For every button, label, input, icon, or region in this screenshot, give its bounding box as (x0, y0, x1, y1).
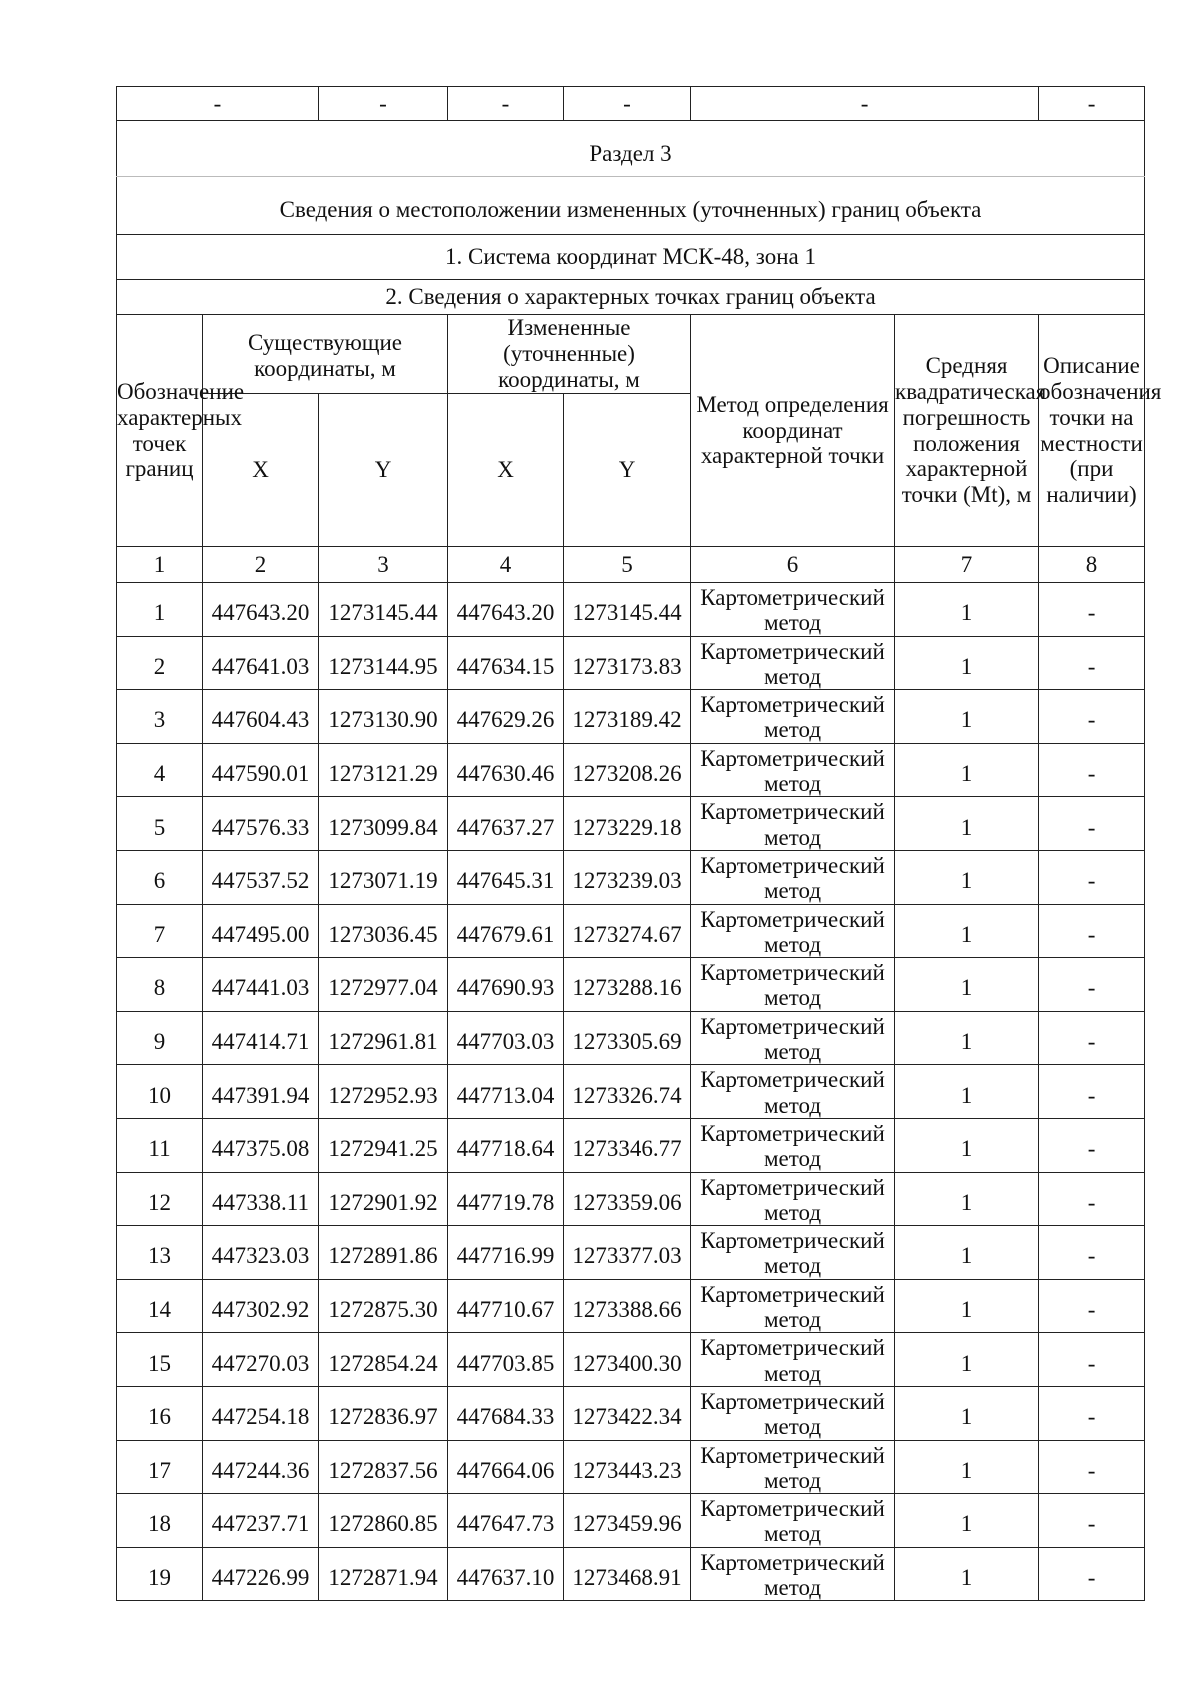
method-cell: Картометрический метод (691, 958, 895, 1012)
method-cell: Картометрический метод (691, 583, 895, 637)
changed-x-cell: 447643.20 (448, 583, 564, 637)
method-cell: Картометрический метод (691, 1333, 895, 1387)
changed-y-cell: 1273239.03 (564, 850, 691, 904)
point-number-cell: 14 (117, 1279, 203, 1333)
rmse-cell: 1 (895, 1172, 1039, 1226)
method-cell: Картометрический метод (691, 690, 895, 744)
method-cell: Картометрический метод (691, 743, 895, 797)
rmse-cell: 1 (895, 583, 1039, 637)
method-cell: Картометрический метод (691, 1226, 895, 1280)
method-cell: Картометрический метод (691, 797, 895, 851)
point-number-cell: 12 (117, 1172, 203, 1226)
method-cell: Картометрический метод (691, 1011, 895, 1065)
changed-x-cell: 447664.06 (448, 1440, 564, 1494)
changed-x-cell: 447645.31 (448, 850, 564, 904)
existing-x-cell: 447537.52 (203, 850, 319, 904)
top-dash-row (117, 87, 1145, 121)
top-dash-cell: - (448, 87, 564, 121)
existing-y-cell: 1272891.86 (319, 1226, 448, 1280)
method-cell: Картометрический метод (691, 904, 895, 958)
existing-x-cell: 447641.03 (203, 636, 319, 690)
description-cell: - (1039, 1118, 1145, 1172)
changed-y-cell: 1273443.23 (564, 1440, 691, 1494)
existing-x-cell: 447270.03 (203, 1333, 319, 1387)
rmse-cell: 1 (895, 743, 1039, 797)
column-number: 6 (691, 547, 895, 583)
rmse-cell: 1 (895, 690, 1039, 744)
rmse-cell: 1 (895, 797, 1039, 851)
existing-x-cell: 447302.92 (203, 1279, 319, 1333)
existing-y-cell: 1272901.92 (319, 1172, 448, 1226)
method-cell: Картометрический метод (691, 1118, 895, 1172)
changed-x-cell: 447637.27 (448, 797, 564, 851)
top-dash-cell: - (117, 87, 319, 121)
method-cell: Картометрический метод (691, 1279, 895, 1333)
method-cell: Картометрический метод (691, 1172, 895, 1226)
changed-y-cell: 1273189.42 (564, 690, 691, 744)
description-cell: - (1039, 1226, 1145, 1280)
existing-y-cell: 1273145.44 (319, 583, 448, 637)
method-cell: Картометрический метод (691, 1547, 895, 1601)
header-rmse: Средняя квадратическая погрешность положения характерной точки (Mt), м (895, 315, 1039, 547)
method-cell: Картометрический метод (691, 636, 895, 690)
existing-x-cell: 447323.03 (203, 1226, 319, 1280)
point-number-cell: 19 (117, 1547, 203, 1601)
column-number: 5 (564, 547, 691, 583)
boundary-points-table (116, 86, 1162, 1601)
table-row (117, 904, 1145, 958)
existing-y-cell: 1273121.29 (319, 743, 448, 797)
table-row (117, 1172, 1145, 1226)
point-number-cell: 1 (117, 583, 203, 637)
table-row (117, 958, 1145, 1012)
rmse-cell: 1 (895, 1547, 1039, 1601)
existing-x-cell: 447237.71 (203, 1494, 319, 1548)
existing-x-cell: 447391.94 (203, 1065, 319, 1119)
existing-y-cell: 1272961.81 (319, 1011, 448, 1065)
description-cell: - (1039, 797, 1145, 851)
point-number-cell: 5 (117, 797, 203, 851)
method-cell: Картометрический метод (691, 1386, 895, 1440)
existing-y-cell: 1272977.04 (319, 958, 448, 1012)
existing-y-cell: 1273144.95 (319, 636, 448, 690)
rmse-cell: 1 (895, 1226, 1039, 1280)
rmse-cell: 1 (895, 1118, 1039, 1172)
point-number-cell: 6 (117, 850, 203, 904)
header-existing: Существующие координаты, м (203, 315, 448, 394)
table-row (117, 1440, 1145, 1494)
table-row (117, 797, 1145, 851)
table-row (117, 1011, 1145, 1065)
method-cell: Картометрический метод (691, 1065, 895, 1119)
table-row (117, 1226, 1145, 1280)
header-description: Описание обозначения точки на местности (при наличии) (1039, 315, 1145, 547)
description-cell: - (1039, 583, 1145, 637)
header-x-existing: X (203, 394, 319, 547)
rmse-cell: 1 (895, 904, 1039, 958)
coord-system-row (117, 235, 1145, 280)
changed-y-cell: 1273388.66 (564, 1279, 691, 1333)
description-cell: - (1039, 1547, 1145, 1601)
top-dash-cell: - (1039, 87, 1145, 121)
table-row (117, 1333, 1145, 1387)
point-number-cell: 7 (117, 904, 203, 958)
existing-y-cell: 1273130.90 (319, 690, 448, 744)
description-cell: - (1039, 850, 1145, 904)
rmse-cell: 1 (895, 1494, 1039, 1548)
changed-x-cell: 447710.67 (448, 1279, 564, 1333)
column-number: 2 (203, 547, 319, 583)
changed-y-cell: 1273468.91 (564, 1547, 691, 1601)
point-number-cell: 17 (117, 1440, 203, 1494)
changed-y-cell: 1273173.83 (564, 636, 691, 690)
description-cell: - (1039, 904, 1145, 958)
changed-y-cell: 1273377.03 (564, 1226, 691, 1280)
changed-x-cell: 447719.78 (448, 1172, 564, 1226)
existing-y-cell: 1272860.85 (319, 1494, 448, 1548)
existing-y-cell: 1273099.84 (319, 797, 448, 851)
existing-x-cell: 447643.20 (203, 583, 319, 637)
point-number-cell: 10 (117, 1065, 203, 1119)
changed-x-cell: 447713.04 (448, 1065, 564, 1119)
changed-x-cell: 447647.73 (448, 1494, 564, 1548)
table-row (117, 1386, 1145, 1440)
point-number-cell: 4 (117, 743, 203, 797)
existing-y-cell: 1272875.30 (319, 1279, 448, 1333)
points-title: 2. Сведения о характерных точках границ объекта (117, 280, 1145, 315)
description-cell: - (1039, 636, 1145, 690)
existing-x-cell: 447495.00 (203, 904, 319, 958)
table-row (117, 583, 1145, 637)
rmse-cell: 1 (895, 1440, 1039, 1494)
header-changed: Измененные (уточненные) координаты, м (448, 315, 691, 394)
changed-x-cell: 447629.26 (448, 690, 564, 744)
section-subtitle: Сведения о местоположении измененных (уточненных) границ объекта (117, 177, 1145, 235)
changed-x-cell: 447718.64 (448, 1118, 564, 1172)
existing-y-cell: 1272836.97 (319, 1386, 448, 1440)
point-number-cell: 11 (117, 1118, 203, 1172)
table-row (117, 690, 1145, 744)
existing-x-cell: 447590.01 (203, 743, 319, 797)
point-number-cell: 9 (117, 1011, 203, 1065)
changed-y-cell: 1273305.69 (564, 1011, 691, 1065)
table-row (117, 1547, 1145, 1601)
column-number: 8 (1039, 547, 1145, 583)
point-number-cell: 2 (117, 636, 203, 690)
point-number-cell: 13 (117, 1226, 203, 1280)
changed-y-cell: 1273288.16 (564, 958, 691, 1012)
top-dash-cell: - (319, 87, 448, 121)
table-row (117, 850, 1145, 904)
changed-x-cell: 447716.99 (448, 1226, 564, 1280)
existing-x-cell: 447441.03 (203, 958, 319, 1012)
changed-y-cell: 1273208.26 (564, 743, 691, 797)
rmse-cell: 1 (895, 958, 1039, 1012)
header-method: Метод определения координат характерной точки (691, 315, 895, 547)
point-number-cell: 8 (117, 958, 203, 1012)
existing-x-cell: 447338.11 (203, 1172, 319, 1226)
existing-y-cell: 1272837.56 (319, 1440, 448, 1494)
column-number: 3 (319, 547, 448, 583)
header-designation: Обозначение характерных точек границ (117, 315, 203, 547)
section-title-row (117, 121, 1145, 177)
changed-x-cell: 447703.03 (448, 1011, 564, 1065)
existing-x-cell: 447604.43 (203, 690, 319, 744)
changed-x-cell: 447703.85 (448, 1333, 564, 1387)
points-title-row (117, 280, 1145, 315)
header-y-existing: Y (319, 394, 448, 547)
column-number: 1 (117, 547, 203, 583)
table-row (117, 636, 1145, 690)
changed-y-cell: 1273359.06 (564, 1172, 691, 1226)
changed-y-cell: 1273229.18 (564, 797, 691, 851)
description-cell: - (1039, 1333, 1145, 1387)
existing-y-cell: 1272871.94 (319, 1547, 448, 1601)
changed-x-cell: 447684.33 (448, 1386, 564, 1440)
rmse-cell: 1 (895, 1011, 1039, 1065)
changed-y-cell: 1273274.67 (564, 904, 691, 958)
existing-x-cell: 447244.36 (203, 1440, 319, 1494)
top-dash-cell: - (691, 87, 1039, 121)
description-cell: - (1039, 1279, 1145, 1333)
table-row (117, 1279, 1145, 1333)
changed-x-cell: 447679.61 (448, 904, 564, 958)
changed-x-cell: 447634.15 (448, 636, 564, 690)
existing-x-cell: 447226.99 (203, 1547, 319, 1601)
existing-y-cell: 1272952.93 (319, 1065, 448, 1119)
column-number: 4 (448, 547, 564, 583)
existing-y-cell: 1273071.19 (319, 850, 448, 904)
method-cell: Картометрический метод (691, 1494, 895, 1548)
changed-y-cell: 1273326.74 (564, 1065, 691, 1119)
rmse-cell: 1 (895, 636, 1039, 690)
existing-y-cell: 1273036.45 (319, 904, 448, 958)
changed-y-cell: 1273145.44 (564, 583, 691, 637)
changed-y-cell: 1273459.96 (564, 1494, 691, 1548)
method-cell: Картометрический метод (691, 850, 895, 904)
changed-x-cell: 447637.10 (448, 1547, 564, 1601)
description-cell: - (1039, 690, 1145, 744)
rmse-cell: 1 (895, 1386, 1039, 1440)
header-row-1 (117, 315, 1145, 394)
table-row (117, 1494, 1145, 1548)
table-row (117, 743, 1145, 797)
description-cell: - (1039, 958, 1145, 1012)
section-title: Раздел 3 (117, 121, 1145, 177)
description-cell: - (1039, 743, 1145, 797)
changed-y-cell: 1273346.77 (564, 1118, 691, 1172)
top-dash-cell: - (564, 87, 691, 121)
table-row (117, 1065, 1145, 1119)
rmse-cell: 1 (895, 850, 1039, 904)
changed-y-cell: 1273400.30 (564, 1333, 691, 1387)
header-y-changed: Y (564, 394, 691, 547)
description-cell: - (1039, 1065, 1145, 1119)
method-cell: Картометрический метод (691, 1440, 895, 1494)
description-cell: - (1039, 1172, 1145, 1226)
description-cell: - (1039, 1440, 1145, 1494)
point-number-cell: 18 (117, 1494, 203, 1548)
header-x-changed: X (448, 394, 564, 547)
changed-x-cell: 447690.93 (448, 958, 564, 1012)
coord-system: 1. Система координат МСК-48, зона 1 (117, 235, 1145, 280)
rmse-cell: 1 (895, 1065, 1039, 1119)
existing-x-cell: 447254.18 (203, 1386, 319, 1440)
table-row (117, 1118, 1145, 1172)
rmse-cell: 1 (895, 1333, 1039, 1387)
existing-y-cell: 1272941.25 (319, 1118, 448, 1172)
existing-y-cell: 1272854.24 (319, 1333, 448, 1387)
point-number-cell: 3 (117, 690, 203, 744)
changed-y-cell: 1273422.34 (564, 1386, 691, 1440)
rmse-cell: 1 (895, 1279, 1039, 1333)
point-number-cell: 16 (117, 1386, 203, 1440)
description-cell: - (1039, 1494, 1145, 1548)
point-number-cell: 15 (117, 1333, 203, 1387)
column-number: 7 (895, 547, 1039, 583)
existing-x-cell: 447414.71 (203, 1011, 319, 1065)
existing-x-cell: 447375.08 (203, 1118, 319, 1172)
description-cell: - (1039, 1386, 1145, 1440)
section-subtitle-row (117, 177, 1145, 235)
description-cell: - (1039, 1011, 1145, 1065)
column-numbers-row (117, 547, 1145, 583)
existing-x-cell: 447576.33 (203, 797, 319, 851)
changed-x-cell: 447630.46 (448, 743, 564, 797)
